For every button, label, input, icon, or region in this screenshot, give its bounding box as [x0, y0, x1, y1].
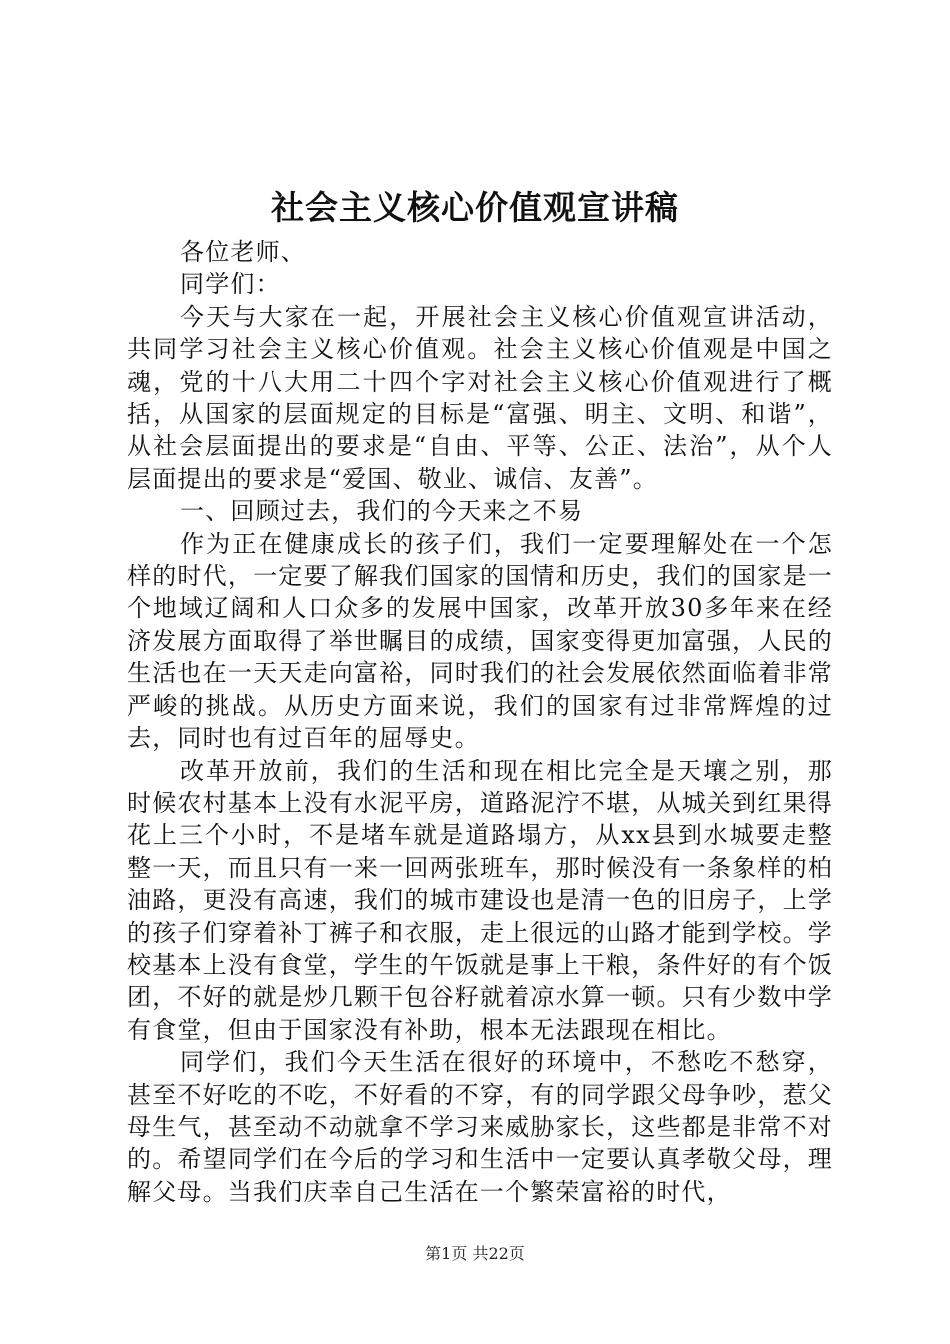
intro-paragraph: 今天与大家在一起，开展社会主义核心价值观宣讲活动，共同学习社会主义核心价值观。社会主义核心价值观是中国之魂，党的十八大用二十四个字对社会主义核心价值观进行了概括，从国家的层面规定的目标是“富强、明主、文明、和谐”，从社会层面提出的要求是“自由、平等、公正、法治”，从个人层面提出的要求是“爱国、敬业、诚信、友善”。	[127, 302, 833, 493]
section-heading-1: 一、回顾过去，我们的今天来之不易	[180, 497, 584, 526]
salutation-teachers: 各位老师、	[180, 238, 306, 266]
salutation-students: 同学们：	[180, 270, 281, 299]
body-paragraph: 作为正在健康成长的孩子们，我们一定要理解处在一个怎样的时代，一定要了解我们国家的国情和历史，我们的国家是一个地域辽阔和人口众多的发展中国家，改革开放30多年来在经济发展方面取得了举世瞩目的成绩，国家变得更加富强，人民的生活也在一天天走向富裕，同时我们的社会发展依然面临着非常严峻的挑战。从历史方面来说，我们的国家有过非常辉煌的过去，同时也有过百年的屈辱史。	[127, 529, 833, 753]
document-body	[127, 236, 833, 1208]
body-paragraph: 改革开放前，我们的生活和现在相比完全是天壤之别，那时候农村基本上没有水泥平房，道路泥泞不堪，从城关到红果得花上三个小时，不是堵车就是道路塌方，从xx县到水城要走整整一天，而且只有一来一回两张班车，那时候没有一条象样的柏油路，更没有高速，我们的城市建设也是清一色的旧房子，上学的孩子们穿着补丁裤子和衣服，走上很远的山路才能到学校。学校基本上没有食堂，学生的午饭就是事上干粮，条件好的有个饭团，不好的就是炒几颗干包谷籽就着凉水算一顿。只有少数中学有食堂，但由于国家没有补助，根本无法跟现在相比。	[127, 756, 833, 1044]
body-paragraph: 同学们，我们今天生活在很好的环境中，不愁吃不愁穿，甚至不好吃的不吃，不好看的不穿，有的同学跟父母争吵，惹父母生气，甚至动不动就拿不学习来威胁家长，这些都是非常不对的。希望同学们在今后的学习和生活中一定要认真孝敬父母，理解父母。当我们庆幸自己生活在一个繁荣富裕的时代，	[127, 1048, 833, 1206]
document-title: 社会主义核心价值观宣讲稿	[271, 188, 679, 227]
page-number: 第1页 共22页	[425, 1244, 525, 1263]
